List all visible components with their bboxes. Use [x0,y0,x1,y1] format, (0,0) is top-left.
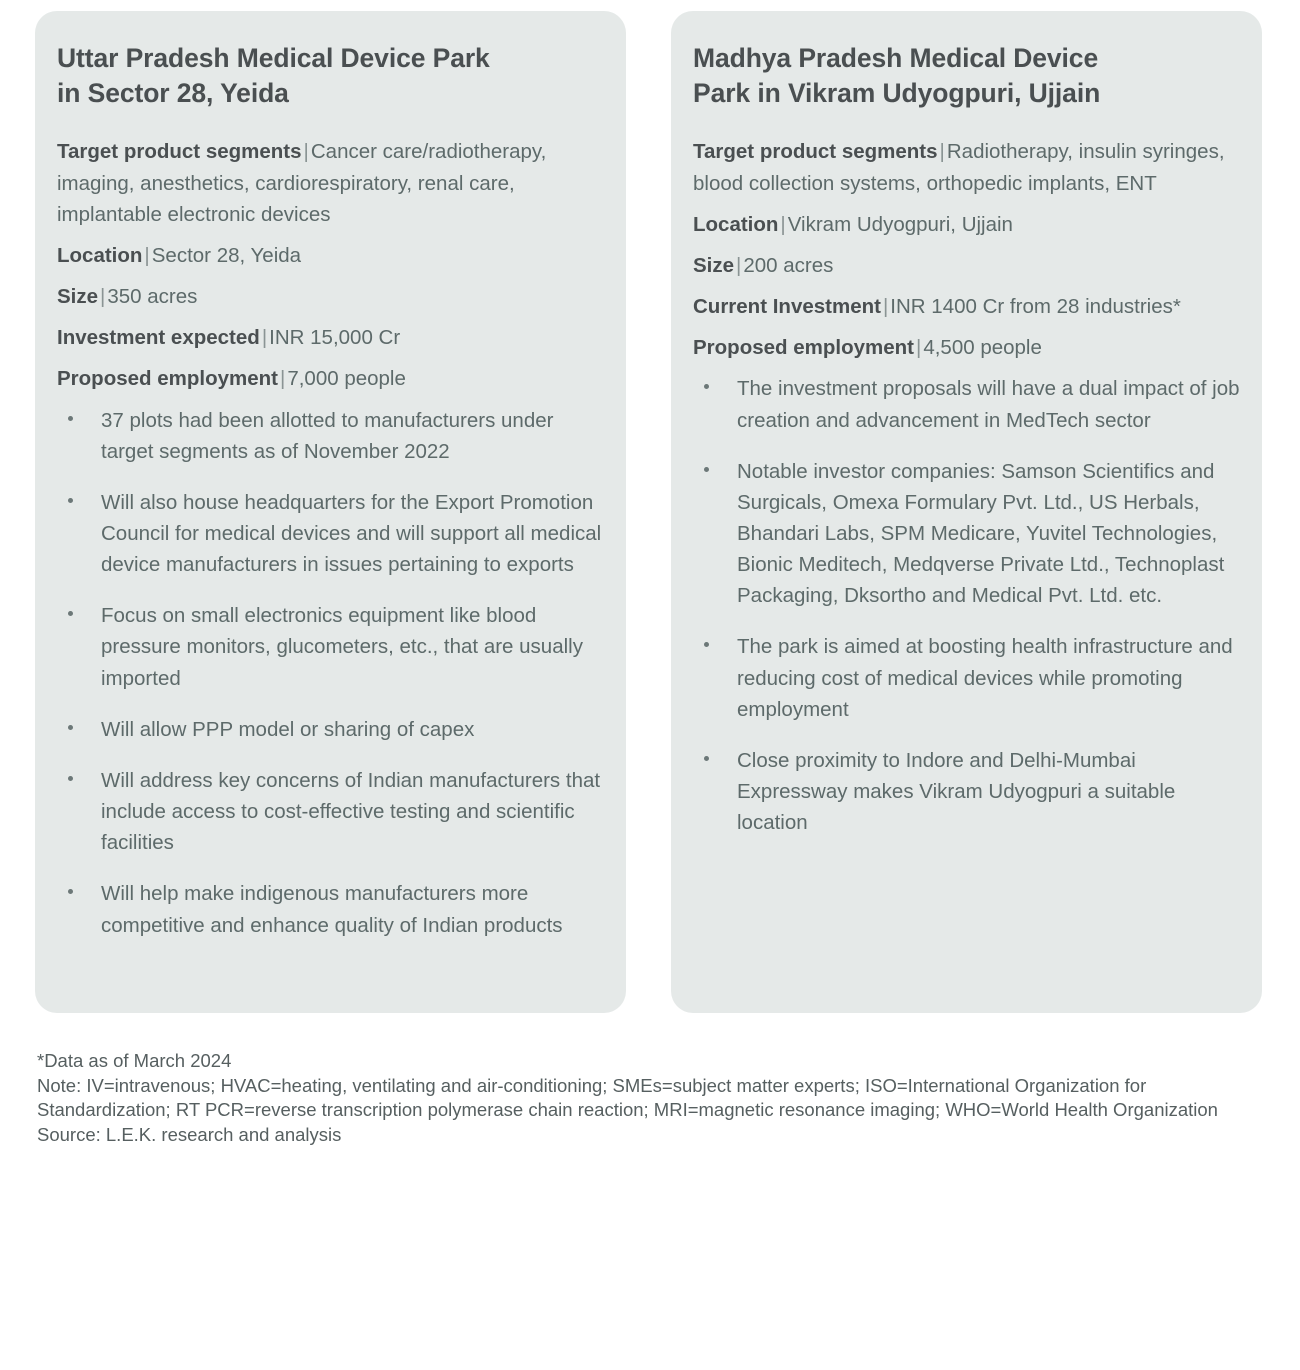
fact-separator: | [916,336,922,360]
footnotes [37,1049,1267,1147]
fact-row [57,281,604,312]
card-title-line-2: Park in Vikram Udyogpuri, Ujjain [693,77,1101,108]
list-item-text: Will also house headquarters for the Export Promotion Council for medical devices and will support all medical device manufacturers in issues pertaining to exports [101,490,602,577]
fact-separator: | [882,295,889,319]
fact-label: Location [693,212,779,236]
fact-value: Sector 28, Yeida [151,243,302,267]
list-item-text: Will allow PPP model or sharing of capex [101,717,475,741]
fact-row [693,291,1240,322]
cards-row [35,11,1263,1013]
card-title-line-1: Madhya Pradesh Medical Device [693,43,1099,73]
card-uttar-pradesh [35,11,626,1013]
fact-value: Vikram Udyogpuri, Ujjain [787,212,1013,236]
list-item-text: Will address key concerns of Indian manufacturers that include access to cost-effective testing and scientific facilities [101,768,601,855]
fact-row [693,209,1240,240]
fact-label: Investment expected [57,326,260,350]
list-item [693,745,1240,838]
fact-label: Target product segments [57,140,302,164]
bullet-list [693,373,1240,838]
fact-value: INR 1400 Cr from 28 industries* [890,295,1181,319]
fact-value: Cancer care/radiotherapy, imaging, anesthetics, cardiorespiratory, renal care, implantable electronic devices [57,140,547,226]
card-title-line-2: in Sector 28, Yeida [57,77,289,108]
footnote-note: Note: IV=intravenous; HVAC=heating, ventilating and air-conditioning; SMEs=subject matter experts; ISO=International Organization for Standardization; RT PCR=reverse transcription polymerase chain reaction; MRI=magnetic resonance imaging; WHO=World Health Organization [37,1074,1218,1121]
bullet-list [57,405,604,941]
footnote-source: Source: L.E.K. research and analysis [37,1123,342,1145]
bullet-dot-icon [704,642,709,647]
fact-row [57,240,604,271]
footnote-data-as-of: *Data as of March 2024 [37,1050,232,1071]
fact-value: Radiotherapy, insulin syringes, blood collection systems, orthopedic implants, ENT [693,140,1225,195]
fact-separator: | [261,326,268,350]
fact-row [693,332,1240,363]
fact-label: Size [693,253,735,277]
bullet-dot-icon [68,498,73,503]
fact-label: Proposed employment [57,367,278,391]
fact-row [57,136,604,229]
list-item [693,373,1240,435]
bullet-dot-icon [68,611,73,616]
bullet-dot-icon [704,384,709,389]
list-item [693,631,1240,724]
fact-value: INR 15,000 Cr [269,326,401,350]
list-item [57,600,604,693]
fact-list [57,136,604,394]
fact-label: Size [57,285,99,309]
list-item-text: Focus on small electronics equipment like blood pressure monitors, glucometers, etc., that are usually imported [101,604,583,690]
fact-row [57,322,604,353]
list-item-text: The park is aimed at boosting health infrastructure and reducing cost of medical devices while promoting employment [737,635,1233,721]
fact-label: Target product segments [693,140,938,164]
fact-value: 4,500 people [923,336,1042,360]
fact-separator: | [780,212,786,236]
bullet-dot-icon [704,756,709,761]
bullet-dot-icon [68,416,73,421]
list-item [57,765,604,858]
card-madhya-pradesh [671,11,1262,1013]
card-title-line-1: Uttar Pradesh Medical Device Park [57,43,490,73]
fact-label: Current Investment [693,295,881,319]
list-item [57,714,604,745]
fact-separator: | [280,367,286,391]
list-item [693,456,1240,612]
fact-separator: | [144,243,150,267]
list-item-text: The investment proposals will have a dual impact of job creation and advancement in MedTech sector [737,377,1240,432]
fact-label: Location [57,243,143,267]
bullet-dot-icon [704,467,709,472]
list-item-text: Notable investor companies: Samson Scientifics and Surgicals, Omexa Formulary Pvt. Ltd., US Herbals, Bhandari Labs, SPM Medicare, Yuvitel Technologies, Bionic Meditech, Medqverse Private Ltd., Technoplast Packaging, Dksortho and Medical Pvt. Ltd. etc. [737,459,1225,608]
list-item-text: Close proximity to Indore and Delhi-Mumbai Expressway makes Vikram Udyogpuri a suitable location [737,748,1176,835]
bullet-dot-icon [68,725,73,730]
fact-label: Proposed employment [693,336,914,360]
fact-list [693,136,1240,363]
list-item-text: Will help make indigenous manufacturers more competitive and enhance quality of Indian products [101,882,563,937]
fact-row [693,250,1240,281]
list-item [57,878,604,940]
list-item [57,405,604,467]
fact-value: 350 acres [107,285,198,309]
card-title [57,41,577,110]
fact-separator: | [100,285,106,309]
list-item-text: 37 plots had been allotted to manufacturers under target segments as of November 2022 [101,408,554,463]
fact-value: 7,000 people [287,367,406,391]
fact-value: 200 acres [743,253,834,277]
card-title [693,41,1213,110]
bullet-dot-icon [68,889,73,894]
fact-row [57,363,604,394]
fact-separator: | [303,140,309,164]
bullet-dot-icon [68,776,73,781]
fact-separator: | [939,140,945,164]
list-item [57,487,604,580]
fact-row [693,136,1240,198]
fact-separator: | [736,253,742,277]
